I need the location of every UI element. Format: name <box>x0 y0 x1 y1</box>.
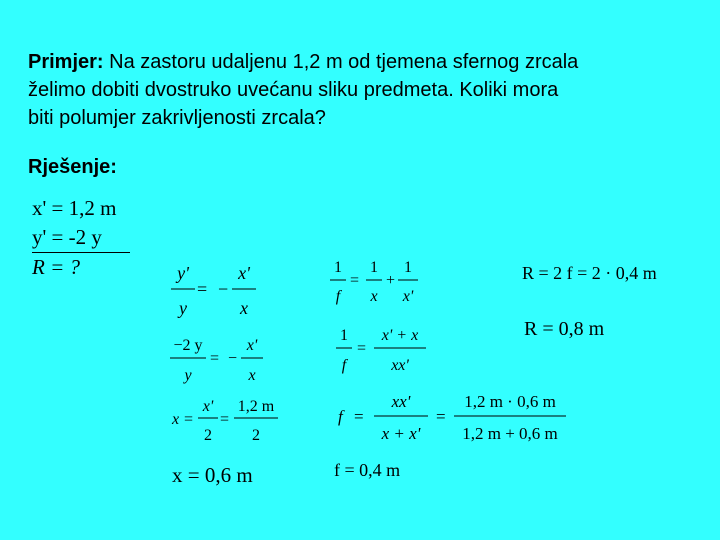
problem-line-3: biti polumjer zakrivljenosti zrcala? <box>28 107 326 129</box>
eq3-variable: x <box>172 411 180 428</box>
eq1-rhs-numerator: x' <box>238 263 250 283</box>
equals-sign: = <box>436 407 446 426</box>
equals-sign: = <box>184 411 194 428</box>
eq2-lhs-numerator: −2 y <box>173 337 203 354</box>
equals-sign: = <box>350 272 360 289</box>
equals-sign: = <box>197 279 208 299</box>
problem-text-1: Na zastoru udaljenu 1,2 m od tjemena sfernog zrcala <box>109 51 579 73</box>
m2-n2: x' + x <box>381 327 419 344</box>
focal-length-equation <box>338 392 566 443</box>
m3-d2: 1,2 m + 0,6 m <box>462 424 558 443</box>
radius-result: R = 0,8 m <box>524 318 605 340</box>
m1-n3: 1 <box>404 259 412 276</box>
m2-d1: f <box>341 357 347 374</box>
m1-d1: f <box>335 288 341 305</box>
eq2-lhs-denominator: y <box>184 367 192 384</box>
object-distance-equation <box>171 398 278 444</box>
eq3-denominator-2: 2 <box>252 427 260 444</box>
equals-sign: = <box>357 340 367 357</box>
m3-n2: 1,2 m · 0,6 m <box>464 392 556 411</box>
given-magnification: y' = -2 y <box>32 223 130 253</box>
m1-n2: 1 <box>370 259 378 276</box>
minus-sign: − <box>218 279 229 299</box>
combined-mirror-equation <box>336 327 426 374</box>
equals-sign: = <box>220 411 230 428</box>
m1-d2: x <box>370 288 378 305</box>
solution-heading: Rješenje: <box>28 156 117 178</box>
eq2-rhs-denominator: x <box>248 367 256 384</box>
eq1-lhs-numerator: y' <box>177 263 189 283</box>
m2-d2: xx' <box>391 357 409 374</box>
m3-d1: x + x' <box>381 424 421 443</box>
m3-variable: f <box>338 407 343 426</box>
problem-lead: Primjer: <box>28 51 104 73</box>
minus-sign: − <box>228 350 238 367</box>
plus-sign: + <box>386 272 396 289</box>
m1-d3: x' <box>402 288 414 305</box>
eq3-numerator-2: 1,2 m <box>237 398 275 415</box>
problem-line-2: želimo dobiti dvostruko uvećanu sliku predmeta. Koliki mora <box>28 79 559 101</box>
m3-n1: xx' <box>391 392 411 411</box>
eq3-numerator-1: x' <box>202 398 214 415</box>
object-distance-result: x = 0,6 m <box>172 463 253 487</box>
m1-n1: 1 <box>334 259 342 276</box>
eq1-lhs-denominator: y <box>179 298 187 318</box>
unknown-radius: R = ? <box>32 255 80 279</box>
eq1-rhs-denominator: x <box>240 298 248 318</box>
radius-formula: R = 2 f = 2 · 0,4 m <box>522 263 657 283</box>
given-image-distance: x' = 1,2 m <box>32 196 117 220</box>
equals-sign: = <box>354 407 364 426</box>
focal-length-result: f = 0,4 m <box>334 460 401 480</box>
mirror-equation <box>330 259 418 305</box>
m2-n1: 1 <box>340 327 348 344</box>
eq3-denominator-1: 2 <box>204 427 212 444</box>
equals-sign: = <box>210 350 220 367</box>
eq2-rhs-numerator: x' <box>246 337 258 354</box>
magnification-equation <box>171 263 256 318</box>
substituted-equation <box>170 337 263 384</box>
